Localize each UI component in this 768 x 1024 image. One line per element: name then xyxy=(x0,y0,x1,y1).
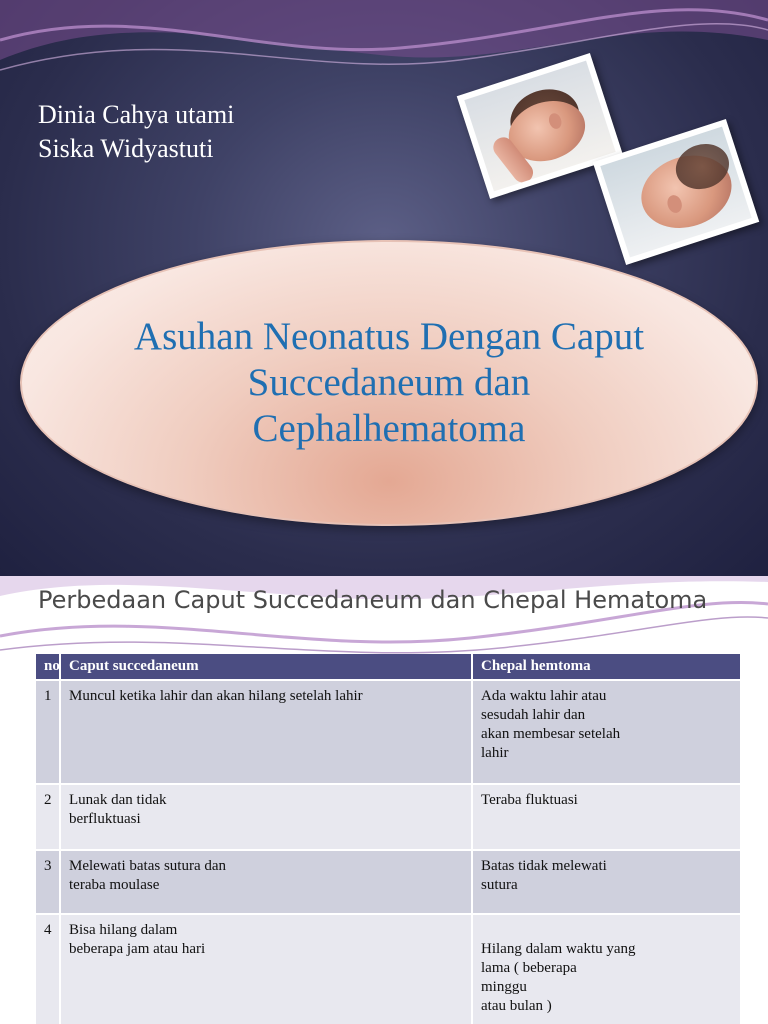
author-names xyxy=(38,98,234,166)
table-cell: 3 xyxy=(36,850,60,914)
table-header-row xyxy=(36,654,741,680)
table-row xyxy=(36,680,741,784)
table-cell: Melewati batas sutura dan teraba moulase xyxy=(60,850,472,914)
table-cell: Muncul ketika lahir dan akan hilang setelah lahir xyxy=(60,680,472,784)
table-cell: 1 xyxy=(36,680,60,784)
comparison-table xyxy=(36,654,742,1024)
table-row xyxy=(36,784,741,850)
presentation-title: Asuhan Neonatus Dengan Caput Succedaneum dan Cephalhematoma xyxy=(133,315,645,450)
table-cell: Teraba fluktuasi xyxy=(472,784,741,850)
table-cell: Batas tidak melewati sutura xyxy=(472,850,741,914)
comparison-slide xyxy=(0,576,768,1024)
column-header: no xyxy=(36,654,60,680)
table-row xyxy=(36,914,741,1024)
table-cell: 4 xyxy=(36,914,60,1024)
table-cell: Hilang dalam waktu yang lama ( beberapa minggu atau bulan ) xyxy=(472,914,741,1024)
table-cell: Bisa hilang dalam beberapa jam atau hari xyxy=(60,914,472,1024)
table-cell: Lunak dan tidak berfluktuasi xyxy=(60,784,472,850)
author-name: Dinia Cahya utami xyxy=(38,100,235,129)
slide-title: Perbedaan Caput Succedaneum dan Chepal Hematoma xyxy=(38,586,708,614)
author-name: Siska Widyastuti xyxy=(38,134,214,163)
table-cell: Ada waktu lahir atau sesudah lahir dan akan membesar setelah lahir xyxy=(472,680,741,784)
table-cell: 2 xyxy=(36,784,60,850)
column-header: Chepal hemtoma xyxy=(472,654,741,680)
column-header: Caput succedaneum xyxy=(60,654,472,680)
title-ellipse xyxy=(20,240,758,526)
table-row xyxy=(36,850,741,914)
